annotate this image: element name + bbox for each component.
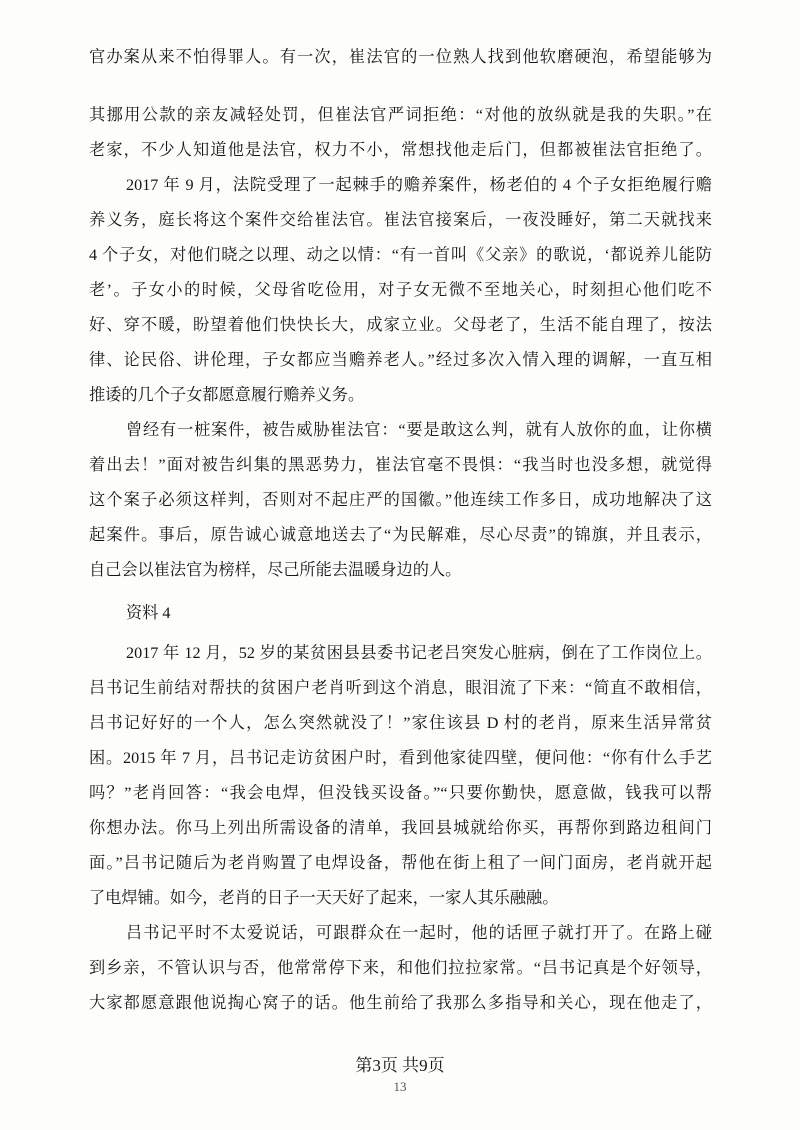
paragraph [89,413,712,588]
text-line: 好、穿不暖，盼望着他们快快长大，成家立业。父母老了，生活不能自理了，按法 [89,316,712,334]
text-line: 2017 年 12 月，52 岁的某贫困县县委书记老吕突发心脏病，倒在了工作岗位上。 [126,644,712,662]
document-body [89,40,712,1021]
page-number: 第3页 共9页 [355,1056,445,1075]
paragraph [89,636,712,916]
text-line: 这个案子必须这样判，否则对不起庄严的国徽。”他连续工作多日，成功地解决了这 [89,491,712,509]
paragraph [89,168,712,413]
text-line: 曾经有一桩案件，被告威胁崔法官：“要是敢这么判，就有人放你的血，让你横 [126,421,712,439]
text-line: 起案件。事后，原告诚心诚意地送去了“为民解难，尽心尽责”的锦旗，并且表示， [89,526,712,544]
text-line: 2017 年 9 月，法院受理了一起棘手的赡养案件，杨老伯的 4 个子女拒绝履行赡 [126,176,712,194]
text-line: 老家，不少人知道他是法官，权力不小，常想找他走后门，但都被崔法官拒绝了。 [89,141,712,159]
text-line: 推诿的几个子女都愿意履行赡养义务。 [89,386,365,404]
paragraph [89,40,712,168]
section-heading: 资料 4 [126,604,171,622]
text-line: 自己会以崔法官为榜样，尽己所能去温暖身边的人。 [89,561,462,579]
text-line: 其挪用公款的亲友减轻处罚，但崔法官严词拒绝：“对他的放纵就是我的失职。”在 [89,106,712,124]
text-line: 吕书记平时不太爱说话，可跟群众在一起时，他的话匣子就打开了。在路上碰 [126,924,712,942]
text-line: 困。2015 年 7 月，吕书记走访贫困户时，看到他家徒四壁，便问他：“你有什么手艺 [89,749,712,767]
text-line: 面。”吕书记随后为老肖购置了电焊设备，帮他在街上租了一间门面房，老肖就开起 [89,854,712,872]
text-line: 养义务，庭长将这个案件交给崔法官。崔法官接案后，一夜没睡好，第二天就找来 [89,211,712,229]
text-line: 老’。子女小的时候，父母省吃俭用，对子女无微不至地关心，时刻担心他们吃不 [89,281,712,299]
text-line: 官办案从来不怕得罪人。有一次，崔法官的一位熟人找到他软磨硬泡，希望能够为 [89,48,712,66]
text-line: 了电焊铺。如今，老肖的日子一天天好了起来，一家人其乐融融。 [89,889,559,907]
text-line: 吕书记好好的一个人，怎么突然就没了！”家住该县 D 村的老肖，原来生活异常贫 [89,714,712,732]
paragraph [89,916,712,1021]
text-line: 律、论民俗、讲伦理，子女都应当赡养老人。”经过多次入情入理的调解，一直互相 [89,351,712,369]
sheet-number: 13 [393,1079,407,1094]
text-line: 4 个子女，对他们晓之以理、动之以情：“有一首叫《父亲》的歌说，‘都说养儿能防 [89,246,712,264]
text-line: 到乡亲，不管认识与否，他常常停下来，和他们拉拉家常。“吕书记真是个好领导， [89,959,712,977]
text-line: 吕书记生前结对帮扶的贫困户老肖听到这个消息，眼泪流了下来：“简直不敢相信， [89,679,712,697]
text-line: 着出去！”面对被告纠集的黑恶势力，崔法官毫不畏惧：“我当时也没多想，就觉得 [89,456,712,474]
text-line: 吗？”老肖回答：“我会电焊，但没钱买设备。”“只要你勤快，愿意做，钱我可以帮 [89,784,712,802]
text-line: 大家都愿意跟他说掏心窝子的话。他生前给了我那么多指导和关心，现在他走了， [89,994,712,1012]
text-line: 你想办法。你马上列出所需设备的清单，我回县城就给你买，再帮你到路边租间门 [89,819,712,837]
